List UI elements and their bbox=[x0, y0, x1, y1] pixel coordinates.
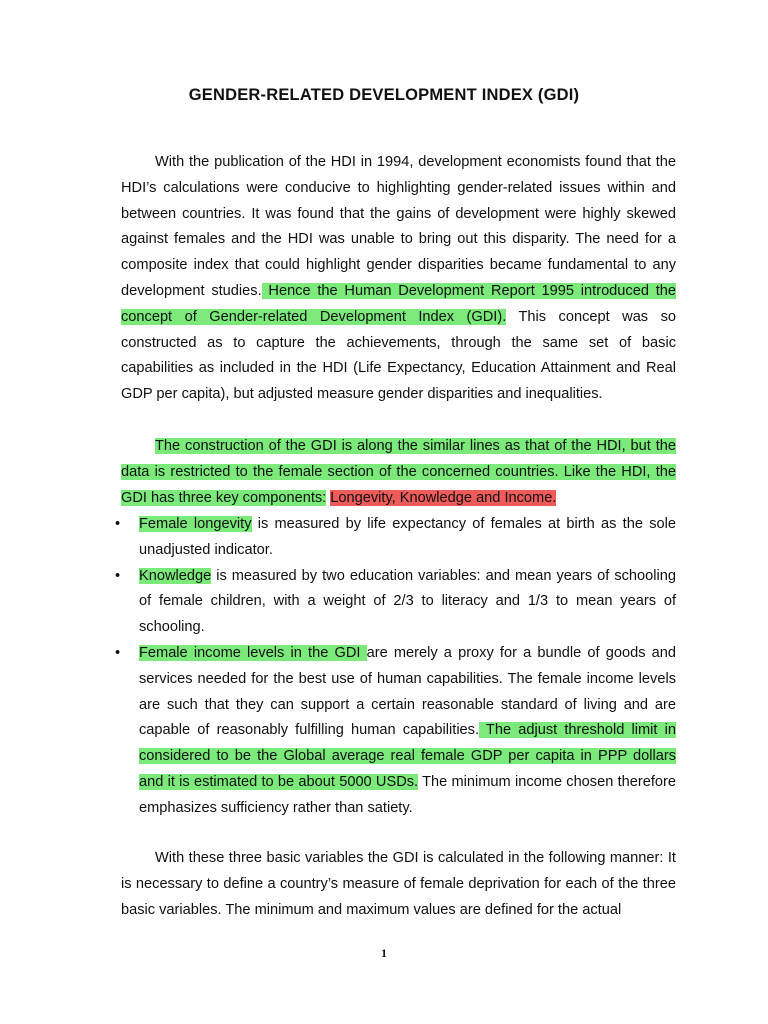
list-item bbox=[112, 564, 676, 641]
bullet-icon: • bbox=[115, 644, 121, 661]
paragraph-intro bbox=[121, 150, 676, 408]
page-title: GENDER-RELATED DEVELOPMENT INDEX (GDI) bbox=[188, 86, 580, 104]
list-item bbox=[112, 641, 676, 822]
list-item-text: is measured by two education variables: and mean years of schooling of female children, with a weight of 2/3 to literacy and 1/3 to mean years of schooling. bbox=[139, 567, 676, 636]
bullet-icon: • bbox=[115, 516, 121, 532]
highlight-red: Longevity, Knowledge and Income. bbox=[330, 489, 557, 506]
list-item bbox=[112, 512, 676, 564]
paragraph-text: This concept was so constructed as to capture the achievements, through the same set of basic capabilities as included in the HDI (Life Expectancy, Education Attainment and Real GDP per capita), but adjusted measure gender disparities and inequalities. bbox=[121, 308, 677, 403]
paragraph-calculation bbox=[121, 846, 676, 923]
highlight-green: The adjust threshold limit in considered to be the Global average real female GDP per capita in PPP dollars and it is estimated to be about 5000 USDs. bbox=[139, 722, 676, 790]
list-item-text: is measured by life expectancy of females at birth as the sole unadjusted indicator. bbox=[139, 516, 676, 558]
components-list bbox=[112, 512, 676, 822]
list-item-text: The minimum income chosen therefore emphasizes sufficiency rather than satiety. bbox=[139, 773, 677, 816]
highlight-green: Female income levels in the GDI bbox=[139, 644, 367, 661]
paragraph-text: With the publication of the HDI in 1994, development economists found that the HDI’s calculations were conducive to highlighting gender-related issues within and between countries. It was found that the gains of development were highly skewed against females and the HDI was unable to bring out this disparity. The need for a composite index that could highlight gender disparities became fundamental to any development studies. bbox=[121, 154, 676, 299]
highlight-green: Hence the Human Development Report 1995 introduced the concept of Gender-related Development Index (GDI). bbox=[121, 282, 676, 325]
paragraph-text: With these three basic variables the GDI is calculated in the following manner: It is necessary to define a country’s measure of female deprivation for each of the three basic variables. The minimum and maximum values are defined for the actual bbox=[121, 850, 676, 918]
bullet-icon: • bbox=[115, 567, 121, 584]
page-number: 1 bbox=[381, 946, 387, 960]
list-item-text: are merely a proxy for a bundle of goods and services needed for the best use of human capabilities. The female income levels are such that they can support a certain reasonable standard of living and are capable of reasonably fulfilling human capabilities. bbox=[139, 644, 676, 739]
highlight-green: Female longevity bbox=[139, 516, 252, 532]
paragraph-construction bbox=[121, 434, 676, 511]
highlight-green: Knowledge bbox=[139, 567, 212, 584]
highlight-green: The construction of the GDI is along the similar lines as that of the HDI, but the data is restricted to the female section of the concerned countries. Like the HDI, the GDI has three key components: bbox=[121, 438, 676, 506]
